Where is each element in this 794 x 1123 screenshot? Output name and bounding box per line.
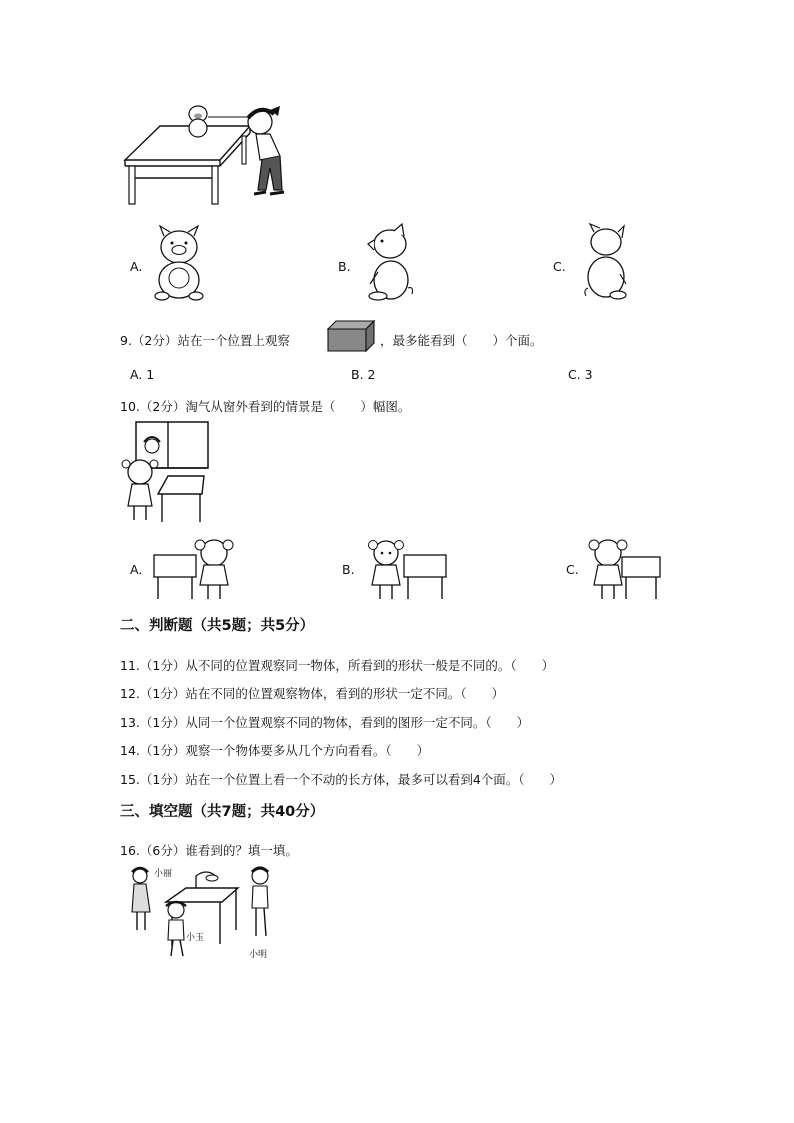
q15-text: 15.（1分）站在一个位置上看一个不动的长方体，最多可以看到4个面。（ ） xyxy=(120,772,563,787)
q10-text: 10.（2分）淘气从窗外看到的情景是（ ）幅图。 xyxy=(120,399,411,414)
q8-option-c[interactable]: C. xyxy=(553,259,566,274)
cuboid-icon xyxy=(326,319,378,353)
section-2-title: 二、判断题（共5题；共5分） xyxy=(120,618,315,634)
q10-option-a[interactable]: A. xyxy=(130,562,143,577)
q10-option-a-illustration xyxy=(152,537,242,603)
pig-back-icon xyxy=(582,222,632,304)
q9-option-a[interactable]: A. 1 xyxy=(130,367,155,382)
q10-option-c[interactable]: C. xyxy=(566,562,579,577)
q9-option-b[interactable]: B. 2 xyxy=(351,367,376,382)
q10-window-scene-illustration xyxy=(118,420,208,526)
observer-label-xiaoli: 小丽 xyxy=(154,869,173,879)
q14-text: 14.（1分）观察一个物体要多从几个方向看看。（ ） xyxy=(120,743,430,758)
q9-text-suffix: ，最多能看到（ ）个面。 xyxy=(380,333,543,348)
q12-text: 12.（1分）站在不同的位置观察物体，看到的形状一定不同。（ ） xyxy=(120,686,505,701)
q8-scene-illustration xyxy=(120,98,295,208)
q11-text: 11.（1分）从不同的位置观察同一物体，所看到的形状一般是不同的。（ ） xyxy=(120,658,555,673)
q9-text-prefix: 9.（2分）站在一个位置上观察 xyxy=(120,333,290,348)
observer-label-xiaoyu: 小玉 xyxy=(186,933,205,943)
section-3-title: 三、填空题（共7题；共40分） xyxy=(120,804,325,820)
pig-side-left-icon xyxy=(364,222,414,304)
observer-label-xiaoming: 小明 xyxy=(249,950,268,960)
q10-option-c-illustration xyxy=(586,537,676,603)
pig-front-icon xyxy=(152,222,207,304)
q8-option-b[interactable]: B. xyxy=(338,259,351,274)
q10-option-b-illustration xyxy=(366,537,456,603)
q8-option-a[interactable]: A. xyxy=(130,259,143,274)
q13-text: 13.（1分）从同一个位置观察不同的物体，看到的图形一定不同。（ ） xyxy=(120,715,530,730)
q16-text: 16.（6分）谁看到的？填一填。 xyxy=(120,843,298,858)
q9-option-c[interactable]: C. 3 xyxy=(568,367,593,382)
q10-option-b[interactable]: B. xyxy=(342,562,355,577)
